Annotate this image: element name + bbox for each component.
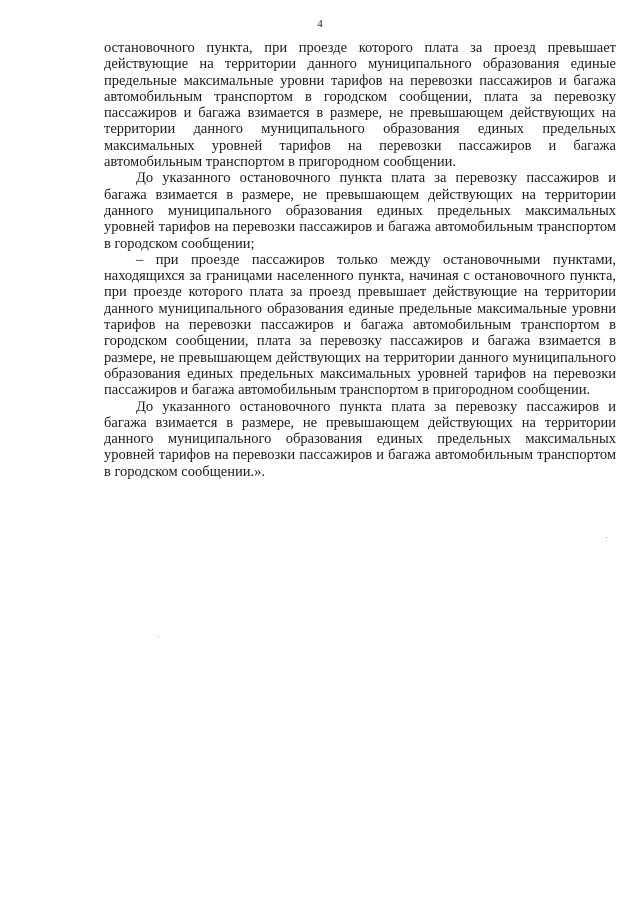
paragraph-2: До указанного остановочного пункта плата за перевозку пассажиров и багажа взимается в размере, не превышающем действующих на территории данного муниципального образования единых предельных максимальных уровней тарифов на перевозки пассажиров и багажа автомобильным транспортом в городском сообщении;: [104, 170, 616, 252]
paragraph-3-list-item: – при проезде пассажиров только между остановочными пунктами, находящихся за границами населенного пункта, начиная с остановочного пункта, при проезде которого плата за проезд превышает действующие на территории данного муниципального образования единые предельные максимальные уровни тарифов на перевозки пассажиров и багажа автомобильным транспортом в городском сообщении, плата за перевозку пассажиров и багажа взимается в размере, не превышающем действующих на территории данного муниципального образования единых предельных максимальных уровней тарифов на перевозки пассажиров и багажа автомобильным транспортом в пригородном сообщении.: [104, 251, 616, 399]
page-number: 4: [317, 18, 323, 30]
paragraph-1: остановочного пункта, при проезде которого плата за проезд превышает действующие на территории данного муниципального образования единые предельные максимальные уровни тарифов на перевозки пассажиров и багажа автомобильным транспортом в городском сообщении, плата за перевозку пассажиров и багажа взимается в размере, не превышающем действующих на территории данного муниципального образования единых предельных максимальных уровней тарифов на перевозки пассажиров и багажа автомобильным транспортом в пригородном сообщении.: [104, 40, 616, 171]
scan-speck: [158, 636, 159, 637]
paragraph-4: До указанного остановочного пункта плата за перевозку пассажиров и багажа взимается в размере, не превышающем действующих на территории данного муниципального образования единых предельных максимальных уровней тарифов на перевозки пассажиров и багажа автомобильным транспортом в городском сообщении.».: [104, 398, 616, 480]
document-body: [104, 40, 616, 480]
scan-speck: [606, 537, 607, 538]
